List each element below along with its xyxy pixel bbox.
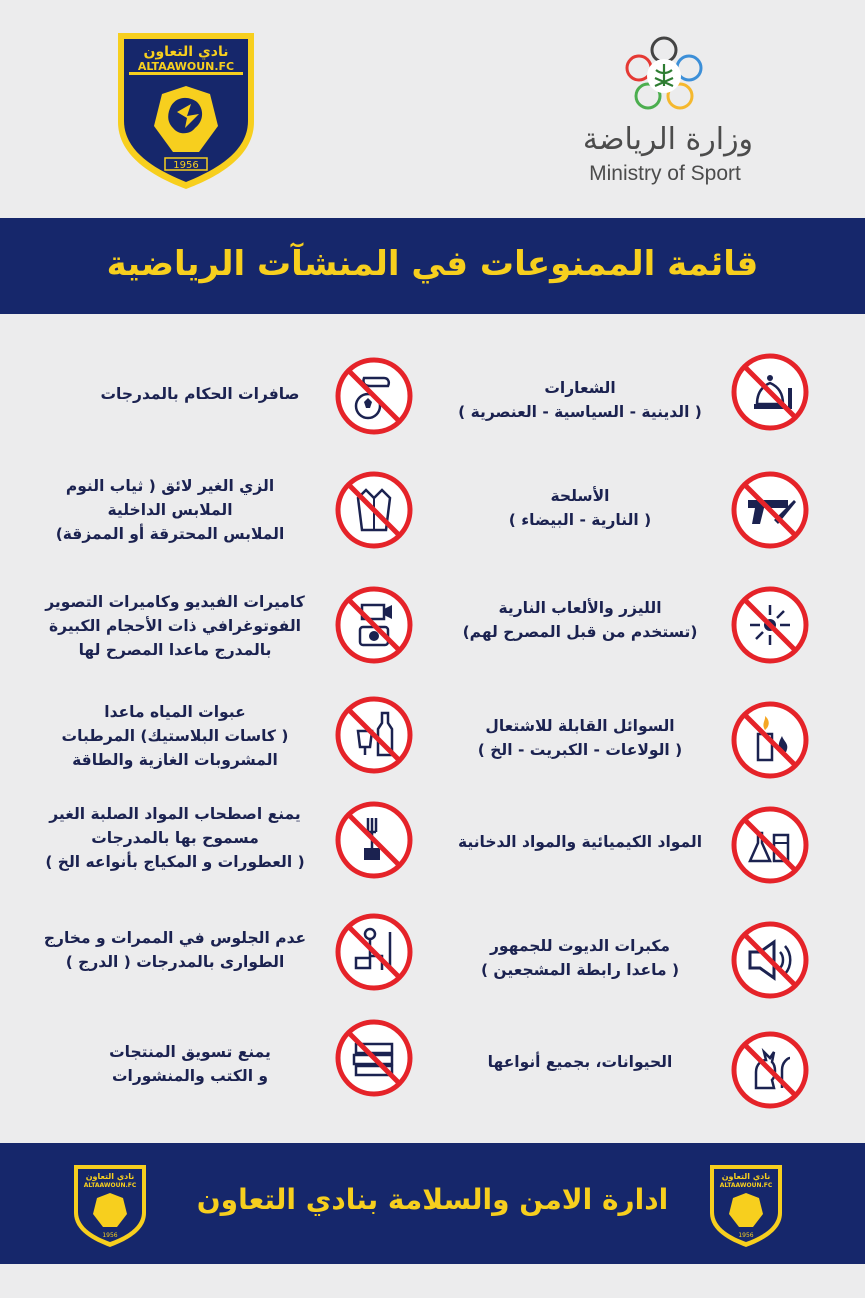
megaphone-icon — [730, 920, 810, 1000]
item-religious-line-1: الشعارات — [544, 379, 616, 397]
item-religious-symbols — [440, 376, 720, 424]
item-cameras — [20, 590, 330, 662]
item-animals — [440, 1050, 720, 1074]
whistle-ball-icon — [334, 356, 414, 436]
footer-logo-right — [708, 1163, 784, 1249]
camera-icon — [334, 585, 414, 665]
club-logo-year: 1956 — [173, 160, 199, 171]
footer-logo-left-name-en: ALTAAWOUN.FC — [83, 1182, 137, 1189]
title-banner — [0, 218, 865, 314]
item-animals-line-1: الحيوانات، بجميع أنواعها — [487, 1053, 673, 1071]
item-solid-materials — [20, 802, 330, 874]
item-clothing-line-1: الزي الغير لائق ( ثياب النوم — [65, 477, 275, 495]
animals-icon — [730, 1030, 810, 1110]
page-title: قائمة الممنوعات في المنشآت الرياضية — [106, 244, 759, 284]
lighter-fire-icon — [730, 700, 810, 780]
item-chemicals-line-1: المواد الكيميائية والمواد الدخانية — [457, 833, 703, 851]
ministry-emblem — [617, 26, 711, 120]
item-flammables — [440, 714, 720, 762]
item-flammables-line-2: ( الولاعات - الكبريت - الخ ) — [477, 741, 683, 759]
item-whistles — [60, 382, 340, 406]
ministry-name-en: Ministry of Sport — [589, 162, 741, 185]
item-bottles-line-2: ( كاسات البلاستيك) المرطبات — [61, 727, 289, 745]
item-bottles — [20, 700, 330, 772]
footer-logo-right-year: 1956 — [738, 1232, 754, 1239]
footer-logo-left — [72, 1163, 148, 1249]
item-megaphone-line-2: ( ماعدا رابطة المشجعين ) — [480, 961, 680, 979]
item-marketing-line-1: يمنع تسويق المنتجات — [109, 1043, 271, 1061]
item-weapons-line-1: الأسلحة — [550, 487, 610, 505]
item-solid-materials-line-2: مسموح بها بالمدرجات — [91, 829, 259, 847]
item-bottles-line-1: عبوات المياه ماعدا — [104, 703, 246, 721]
footer-logo-left-year: 1956 — [102, 1232, 118, 1239]
seated-person-icon — [334, 912, 414, 992]
item-marketing-line-2: و الكتب والمنشورات — [111, 1067, 269, 1085]
item-cameras-line-1: كاميرات الفيديو وكاميرات التصوير — [45, 593, 305, 611]
item-clothing-line-3: الملابس المحترقة أو الممزقة) — [55, 525, 285, 543]
chemicals-icon — [730, 805, 810, 885]
bottle-glass-icon — [334, 695, 414, 775]
ministry-name-ar: وزارة الرياضة — [582, 122, 754, 157]
footer-logo-right-name-ar: نادي التعاون — [721, 1172, 771, 1181]
item-laser — [440, 596, 720, 644]
item-solid-materials-line-3: ( العطورات و المكياج بأنواعه الخ ) — [45, 853, 305, 871]
footer-banner — [0, 1143, 865, 1264]
item-laser-line-2: (تستخدم من قبل المصرح لهم) — [462, 623, 698, 641]
item-weapons — [440, 484, 720, 532]
books-icon — [334, 1018, 414, 1098]
item-marketing — [60, 1040, 320, 1088]
item-religious-line-2: ( الدينية - السياسية - العنصرية ) — [458, 403, 702, 421]
religious-symbols-icon — [730, 352, 810, 432]
laser-icon — [730, 585, 810, 665]
item-clothing-line-2: الملابس الداخلية — [107, 501, 233, 519]
item-megaphone — [440, 934, 720, 982]
clothing-icon — [334, 470, 414, 550]
club-logo — [115, 30, 257, 192]
item-seating-line-1: عدم الجلوس في الممرات و مخارج — [43, 929, 307, 947]
item-chemicals — [440, 830, 720, 854]
item-whistles-line-1: صافرات الحكام بالمدرجات — [100, 385, 300, 403]
item-seating-line-2: الطوارى بالمدرجات ( الدرج ) — [65, 953, 285, 971]
item-weapons-line-2: ( النارية - البيضاء ) — [508, 511, 652, 529]
item-clothing — [20, 474, 320, 546]
item-cameras-line-2: الفوتوغرافي ذات الأحجام الكبيرة — [49, 617, 301, 635]
gun-knife-icon — [730, 470, 810, 550]
club-logo-name-en: ALTAAWOUN.FC — [137, 60, 235, 73]
item-megaphone-line-1: مكبرات الديوت للجمهور — [489, 937, 671, 955]
footer-logo-right-name-en: ALTAAWOUN.FC — [719, 1182, 773, 1189]
item-bottles-line-3: المشروبات الغازية والطاقة — [72, 751, 278, 769]
item-flammables-line-1: السوائل القابلة للاشتعال — [485, 717, 675, 735]
club-logo-name-ar: نادي التعاون — [143, 44, 229, 60]
cutlery-icon — [334, 800, 414, 880]
item-seating — [20, 926, 330, 974]
item-solid-materials-line-1: يمنع اصطحاب المواد الصلبة الغير — [49, 805, 301, 823]
footer-text: ادارة الامن والسلامة بنادي التعاون — [196, 1183, 669, 1216]
item-cameras-line-3: بالمدرج ماعدا المصرح لها — [78, 641, 272, 659]
footer-logo-left-name-ar: نادي التعاون — [85, 1172, 135, 1181]
item-laser-line-1: الليزر والألعاب النارية — [498, 599, 662, 617]
